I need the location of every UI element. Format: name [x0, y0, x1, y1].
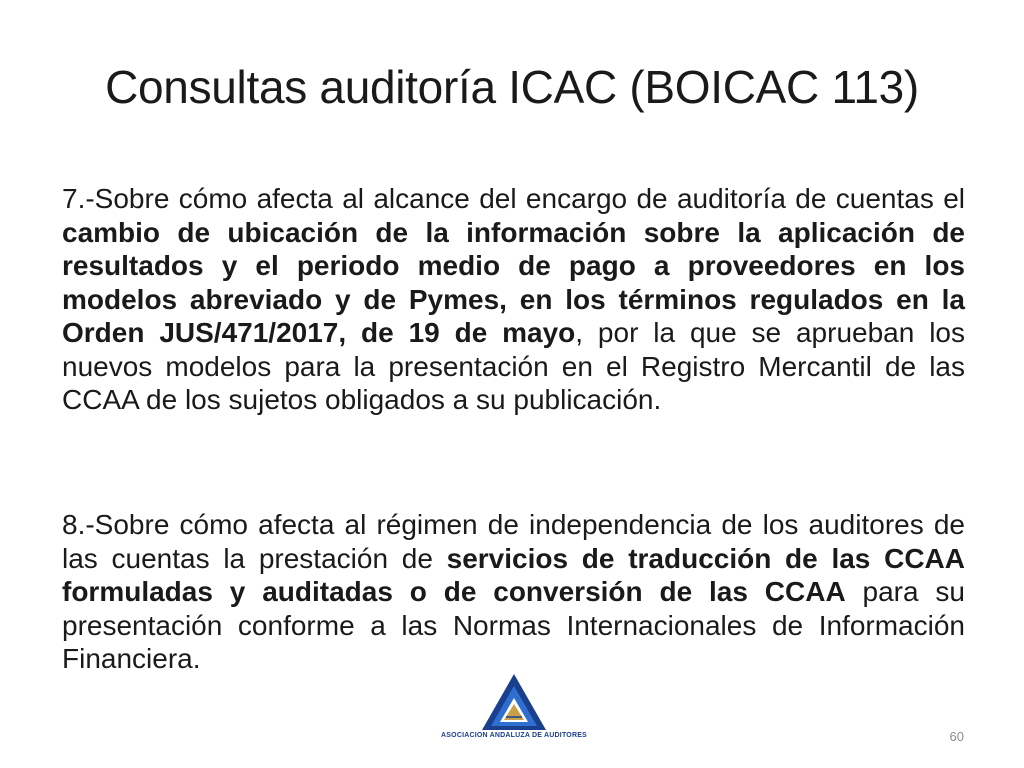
paragraph-8-bold: servicios de traducción de las CCAA formuladas y auditadas o de conversión de las CCAA: [62, 542, 965, 607]
paragraph-8: [62, 508, 965, 676]
paragraph-8-intro: 8.-Sobre cómo afecta al régimen de independencia de los auditores de las cuentas la prestación de: [62, 509, 965, 574]
paragraph-7-intro: 7.-Sobre cómo afecta al alcance del encargo de auditoría de cuentas el: [62, 183, 965, 214]
logo-caption: ASOCIACION ANDALUZA DE AUDITORES: [441, 732, 587, 739]
slide-title: Consultas auditoría ICAC (BOICAC 113): [105, 61, 919, 113]
triangle-logo-icon: [436, 672, 592, 734]
page-number: 60: [949, 729, 964, 744]
paragraph-8-outro: para su presentación conforme a las Normas Internacionales de Información Financiera.: [62, 576, 966, 674]
paragraph-7-outro: , por la que se aprueban los nuevos modelos para la presentación en el Registro Mercantil de las CCAA de los sujetos obligados a su publicación.: [62, 317, 965, 415]
association-logo: [436, 672, 592, 744]
paragraph-7: [62, 182, 965, 417]
paragraph-7-bold: cambio de ubicación de la información sobre la aplicación de resultados y el periodo medio de pago a proveedores en los modelos abreviado y de Pymes, en los términos regulados en la Orden JUS/471/2017, de 19 de mayo: [62, 216, 965, 348]
